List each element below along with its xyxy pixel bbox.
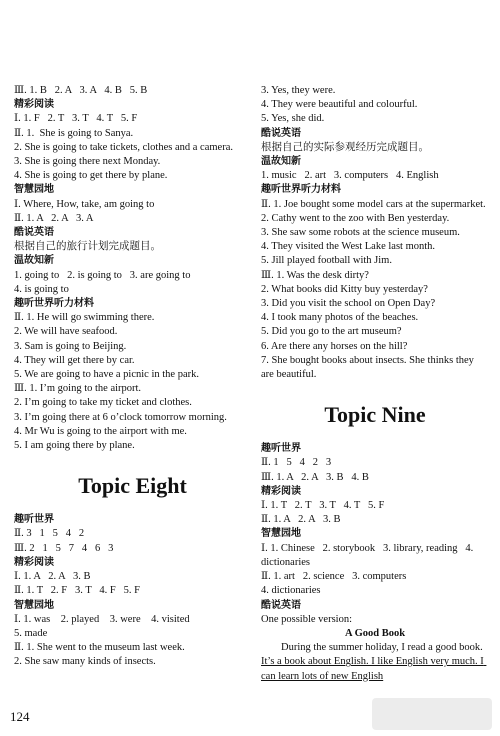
answer-line: Ⅱ. 1. She is going to Sanya. (14, 127, 134, 139)
answer-line: Ⅰ. Where, How, take, am going to (14, 198, 155, 210)
answer-line: 3. Yes, they were. (261, 85, 336, 96)
answer-line: One possible version: (261, 613, 352, 625)
right-column (261, 84, 489, 684)
section-heading: 酷说英语 (261, 599, 301, 611)
section-heading: 精彩阅读 (14, 99, 54, 111)
topic-title: Topic Nine (324, 402, 426, 428)
answer-line: 5. Jill played football with Jim. (261, 255, 392, 267)
answer-line: Ⅱ. 1. Joe bought some model cars at the supermarket. (261, 198, 486, 210)
answer-line: 5. made (14, 627, 48, 639)
section-heading: 智慧园地 (261, 528, 301, 540)
section-heading: 温故知新 (14, 255, 54, 267)
answer-line: 5. We are going to have a picnic in the park. (14, 369, 199, 381)
section-heading: 趣听世界 (261, 443, 301, 455)
left-column (14, 84, 251, 670)
section-heading: 智慧园地 (14, 599, 54, 611)
answer-line: 2. We will have seafood. (14, 326, 118, 338)
section-heading: 趣听世界听力材料 (14, 298, 94, 310)
answer-line: Ⅱ. 1. He will go swimming there. (14, 312, 155, 324)
answer-line: 2. She saw many kinds of insects. (14, 656, 156, 668)
answer-line: Ⅲ. 1. A 2. A 3. B 4. B (261, 471, 369, 483)
answer-line: 2. Cathy went to the zoo with Ben yesterday. (261, 212, 450, 224)
section-heading: 智慧园地 (14, 184, 54, 196)
answer-line: Ⅱ. 1. A 2. A 3. B (261, 514, 341, 526)
answer-line: 4. They will get there by car. (14, 354, 135, 366)
answer-line: 5. Did you go to the art museum? (261, 326, 402, 338)
answer-line: Ⅰ. 1. was 2. played 3. were 4. visited (14, 613, 190, 625)
answer-line: Ⅱ. 1. A 2. A 3. A (14, 212, 94, 224)
answer-line: 3. She is going there next Monday. (14, 156, 161, 168)
watermark-logo-icon (372, 698, 492, 730)
section-heading: 趣听世界 (14, 514, 54, 526)
answer-line: 根据自己的实际参观经历完成题目。 (261, 141, 429, 153)
answer-line: 5. I am going there by plane. (14, 440, 135, 452)
answer-line: 4. They visited the West Lake last month. (261, 241, 436, 253)
answer-line: 5. Yes, she did. (261, 113, 325, 125)
answer-line: Ⅰ. 1. A 2. A 3. B (14, 571, 91, 583)
answer-line: It’s a book about English. I like English very much. I can learn lots of new English (261, 656, 487, 682)
answer-line: Ⅱ. 1. art 2. science 3. computers (261, 571, 407, 583)
answer-line: 1. music 2. art 3. computers 4. English (261, 170, 439, 182)
answer-line: 2. What books did Kitty buy yesterday? (261, 283, 428, 295)
section-heading: 酷说英语 (14, 227, 54, 239)
answer-line: 3. Did you visit the school on Open Day? (261, 298, 436, 310)
answer-line: Ⅱ. 1. T 2. F 3. T 4. F 5. F (14, 585, 140, 597)
answer-line: Ⅲ. 2 1 5 7 4 6 3 (14, 542, 114, 554)
answer-line: 4. I took many photos of the beaches. (261, 312, 419, 324)
section-heading: 酷说英语 (261, 127, 301, 139)
section-heading: 温故知新 (261, 156, 301, 168)
answer-line: 4. dictionaries (261, 585, 321, 597)
topic-title: Topic Eight (78, 473, 187, 499)
answer-line: 2. She is going to take tickets, clothes and a camera. (14, 141, 233, 153)
answer-line: 1. going to 2. is going to 3. are going to (14, 269, 191, 281)
answer-line: 2. I’m going to take my ticket and clothes. (14, 397, 192, 409)
answer-line: 3. I’m going there at 6 o’clock tomorrow morning. (14, 411, 227, 423)
answer-line: During the summer holiday, I read a good book. (281, 642, 483, 654)
answer-line: Ⅱ. 1. She went to the museum last week. (14, 642, 185, 654)
answer-line: 4. She is going to get there by plane. (14, 170, 168, 182)
answer-line: 4. They were beautiful and colourful. (261, 99, 418, 111)
answer-line: Ⅱ. 1 5 4 2 3 (261, 457, 332, 469)
section-heading: 精彩阅读 (14, 556, 54, 568)
answer-line: 6. Are there any horses on the hill? (261, 340, 408, 352)
answer-line: 4. Mr Wu is going to the airport with me. (14, 425, 187, 437)
page-number: 124 (10, 708, 30, 724)
answer-line: Ⅰ. 1. Chinese 2. storybook 3. library, reading 4. dictionaries (261, 542, 476, 568)
answer-line: Ⅱ. 3 1 5 4 2 (14, 528, 85, 540)
answer-line: Ⅲ. 1. I’m going to the airport. (14, 383, 142, 395)
answer-line: Ⅲ. 1. Was the desk dirty? (261, 269, 369, 281)
answer-line: 4. is going to (14, 283, 69, 295)
section-heading: 精彩阅读 (261, 485, 301, 497)
answer-line: 根据自己的旅行计划完成题目。 (14, 241, 161, 253)
answer-line: Ⅲ. 1. B 2. A 3. A 4. B 5. B (14, 85, 148, 96)
answer-line: 3. Sam is going to Beijing. (14, 340, 127, 352)
answer-line: Ⅰ. 1. F 2. T 3. T 4. T 5. F (14, 113, 138, 125)
section-heading: 趣听世界听力材料 (261, 184, 341, 196)
answer-line: 3. She saw some robots at the science museum. (261, 227, 460, 239)
answer-line: Ⅰ. 1. T 2. T 3. T 4. T 5. F (261, 500, 385, 512)
answer-line: 7. She bought books about insects. She thinks they are beautiful. (261, 354, 477, 381)
answer-line: A Good Book (344, 627, 406, 639)
